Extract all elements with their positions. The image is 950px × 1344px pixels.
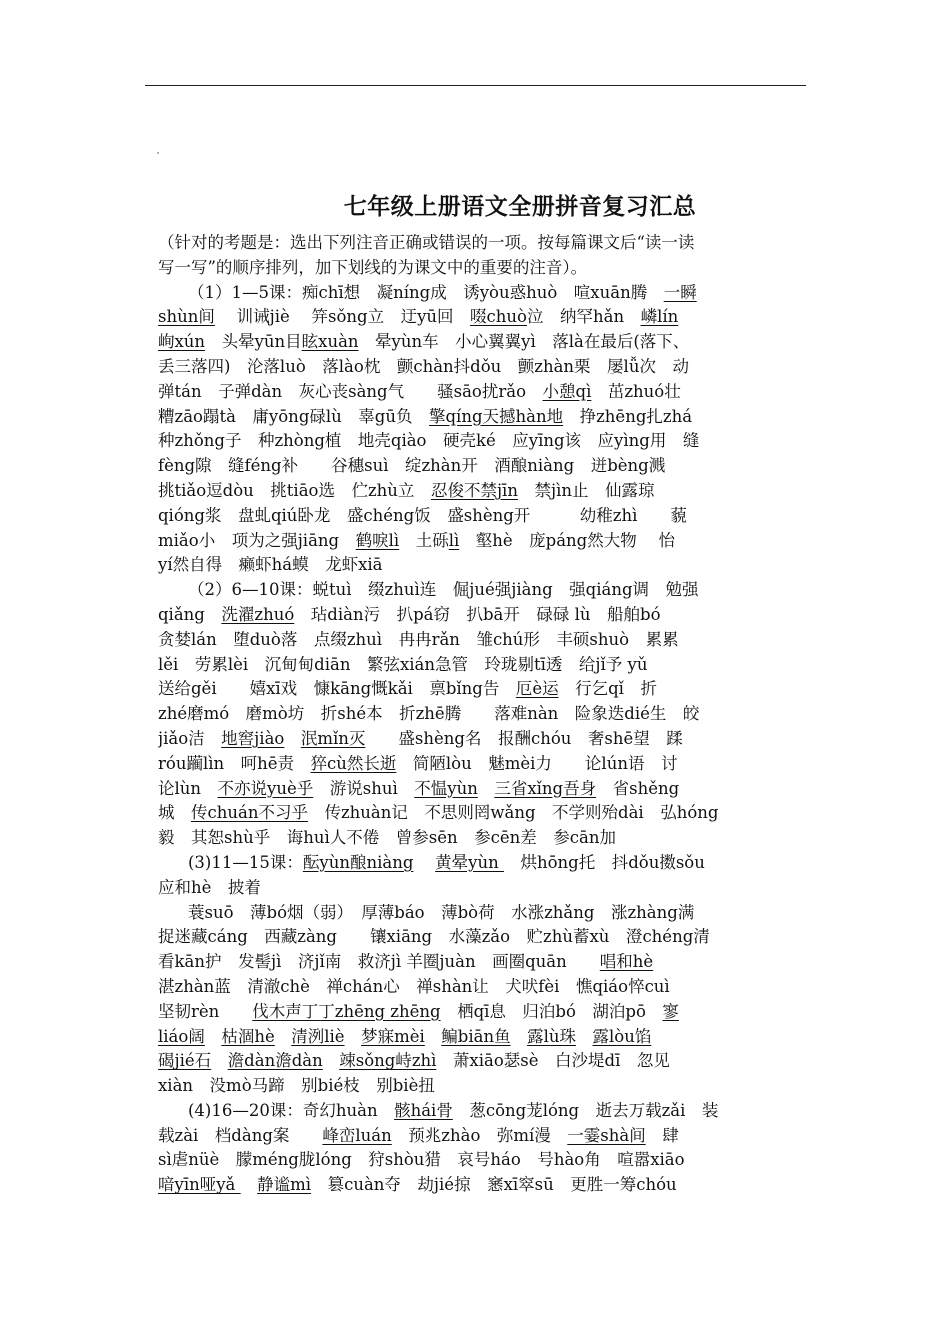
text-segment: 论lùn — [158, 778, 218, 798]
text-segment: róu躏lìn 呵hē责 — [158, 753, 311, 773]
text-segment: 晕yùn车 小心翼翼yì 落là在最后(落下、 — [358, 332, 690, 352]
text-segment: 贪婪lán 堕duò落 点缀zhuì 冉冉rǎn 雏chú形 丰硕shuò 累累 — [158, 629, 679, 649]
text-segment: 坚韧rèn — [158, 1001, 253, 1021]
underlined-term: 喑yīn哑yǎ — [158, 1175, 241, 1195]
underlined-term: 猝cù然长逝 — [310, 753, 397, 773]
text-segment — [511, 1027, 528, 1046]
underlined-term: 静谧mì — [257, 1175, 312, 1195]
underlined-term: 不亦说yuè乎 — [217, 778, 314, 798]
text-segment: 栖qī息 归泊bó 湖泊pō — [440, 1001, 663, 1021]
underlined-term: 不愠yùn — [414, 778, 478, 798]
underlined-term: 澹dàn澹dàn — [227, 1051, 323, 1071]
pinyin-line — [158, 603, 798, 628]
text-segment: 丢三落四) 沦落luò 落lào枕 颤chàn抖dǒu 颤zhàn栗 屡lǚ次 动 — [158, 356, 689, 376]
pinyin-line — [158, 777, 798, 802]
underlined-term: 唱和hè — [599, 952, 654, 972]
pinyin-line — [158, 504, 798, 529]
text-segment: 泣 纳罕hǎn — [526, 307, 641, 327]
pinyin-line — [158, 752, 798, 777]
text-segment — [413, 853, 435, 872]
underlined-term: 露lù珠 — [527, 1026, 576, 1046]
underlined-term: 碣jié石 — [158, 1051, 212, 1071]
pinyin-line — [158, 801, 798, 826]
text-segment: 传zhuàn记 不思则罔wǎng 不学则殆dài 弘hóng — [307, 803, 719, 823]
pinyin-line — [158, 1099, 798, 1124]
pinyin-line — [158, 1173, 798, 1198]
text-segment: 预兆zhào 弥mí漫 — [391, 1125, 568, 1145]
underlined-term: 小憩qì — [542, 381, 592, 401]
pinyin-line — [158, 1124, 798, 1149]
pinyin-line — [158, 553, 798, 578]
pinyin-line — [158, 529, 798, 554]
underlined-term: 忍俊不禁jīn — [430, 480, 518, 500]
pinyin-line — [158, 281, 798, 306]
pinyin-line — [158, 702, 798, 727]
underlined-term: 伐木声丁丁zhēng zhēng — [252, 1001, 441, 1021]
text-segment: （1）1—5课：痴chī想 凝níng成 诱yòu惑huò 喧xuān腾 — [188, 282, 664, 302]
underlined-term: 酝yùn酿niàng — [302, 852, 414, 872]
text-segment: jiǎo洁 — [158, 728, 222, 748]
pinyin-line — [158, 677, 798, 702]
underlined-term: 峋xún — [158, 332, 206, 352]
text-segment — [205, 1027, 222, 1046]
text-segment: 送给gěi 嬉xī戏 慷kāng慨kǎi 禀bǐng告 — [158, 679, 516, 699]
text-segment: xiàn 没mò马蹄 别bié枝 别biè扭 — [158, 1076, 435, 1096]
underlined-term: 三省xǐng吾身 — [494, 778, 597, 798]
pinyin-line — [158, 1074, 798, 1099]
text-segment — [284, 729, 301, 748]
pinyin-line — [158, 305, 798, 330]
text-segment: 捉迷藏cáng 西藏zàng 镶xiāng 水藻zǎo 贮zhù蓄xù 澄chéng清 — [158, 927, 710, 947]
page-mark — [157, 152, 159, 154]
text-segment: miǎo小 项为之强jiāng — [158, 530, 356, 550]
underlined-term: 嶙lín — [640, 307, 679, 327]
underlined-term: 梦寐mèi — [361, 1026, 425, 1046]
text-segment: (4)16—20课：奇幻huàn — [188, 1100, 395, 1120]
underlined-term: 传chuán不习乎 — [191, 803, 308, 823]
text-segment: 萧xiāo瑟sè 白沙堤dī 忽见 — [436, 1051, 670, 1071]
underlined-term: 枯涸hè — [221, 1026, 275, 1046]
pinyin-line — [158, 1049, 798, 1074]
underlined-term: liáo阔 — [158, 1026, 205, 1046]
text-segment: qióng浆 盘虬qiú卧龙 盛chéng饭 盛shèng开 幼稚zhì 藐 — [158, 505, 687, 525]
header-rule — [145, 85, 806, 86]
text-segment: yí然自得 癞虾há蟆 龙虾xiā — [158, 555, 383, 575]
text-segment: 土砾 — [399, 530, 449, 550]
underlined-term: 泯mǐn灭 — [300, 728, 366, 748]
text-segment — [478, 779, 495, 798]
text-segment: 肆 — [645, 1125, 679, 1145]
underlined-term: 寥 — [662, 1001, 679, 1021]
underlined-term: 眩xuàn — [301, 332, 359, 352]
pinyin-line — [158, 1000, 798, 1025]
text-segment: fèng隙 缝féng补 谷穗suì 绽zhàn开 酒酿niàng 迸bèng溅 — [158, 456, 666, 476]
underlined-term: 洗濯zhuó — [221, 604, 295, 624]
pinyin-line — [158, 1148, 798, 1173]
text-segment: 挣zhēng扎zhá — [563, 406, 693, 426]
text-segment: 盛shèng名 报酬chóu 奢shē望 蹂 — [365, 728, 683, 748]
pinyin-line — [158, 901, 798, 926]
text-segment — [211, 1051, 228, 1070]
text-segment: 头晕yūn目 — [205, 332, 302, 352]
text-segment: 训诫jiè 笄sǒng立 迂yū回 — [214, 307, 471, 327]
pinyin-line — [158, 851, 798, 876]
underlined-term: 地窖jiào — [221, 728, 285, 748]
pinyin-line — [158, 355, 798, 380]
pinyin-line — [158, 330, 798, 355]
pinyin-line — [158, 950, 798, 975]
pinyin-line — [158, 405, 798, 430]
text-segment: 种zhǒng子 种zhòng植 地壳qiào 硬壳ké 应yīng该 应yìng用 缝 — [158, 431, 700, 451]
pinyin-line — [158, 876, 798, 901]
underlined-term: 鹤唳lì — [355, 530, 400, 550]
underlined-term: 啜chuò — [470, 307, 527, 327]
text-segment: 篡cuàn夺 劫jié掠 窸xī窣sū 更胜一筹chóu — [311, 1175, 677, 1195]
text-segment: 禁jìn止 仙露琼 — [517, 480, 655, 500]
pinyin-line — [158, 826, 798, 851]
text-segment — [576, 1027, 593, 1046]
underlined-term: 竦sǒng峙zhì — [339, 1051, 437, 1071]
text-segment: 简陋lòu 魅mèi力 论lún语 讨 — [396, 753, 678, 773]
text-segment: (3)11—15课： — [188, 852, 303, 872]
pinyin-line — [158, 380, 798, 405]
underlined-term: 黄晕yùn — [435, 852, 504, 872]
text-segment: 壑hè 庞páng然大物 怡 — [459, 530, 675, 550]
text-segment: 行乞qǐ 折 — [558, 679, 657, 699]
text-segment: sì虐nüè 朦méng胧lóng 狩shòu猎 哀号háo 号hào角 喧嚣xiāo — [158, 1150, 685, 1170]
underlined-term: 露lòu馅 — [592, 1026, 652, 1046]
document-title: 七年级上册语文全册拼音复习汇总 — [343, 194, 697, 220]
text-segment — [275, 1027, 292, 1046]
text-segment — [425, 1027, 442, 1046]
underlined-term: 擎qíng天撼hàn地 — [428, 406, 564, 426]
text-segment: lěi 劳累lèi 沉甸甸diān 繁弦xián急管 玲珑剔tī透 给jǐ予 yǔ — [158, 654, 648, 674]
text-segment: 烘hōng托 抖dǒu擞sǒu — [503, 852, 705, 872]
text-segment: 弹tán 子弹dàn 灰心丧sàng气 骚sāo扰rǎo — [158, 381, 543, 401]
document-body — [158, 231, 798, 1198]
intro-line: （针对的考题是：选出下列注音正确或错误的一项。按每篇课文后“读一读 — [158, 233, 695, 252]
text-segment: 看kān护 发髻jì 济jǐ南 救济jì 羊圈juàn 画圈quān — [158, 952, 600, 972]
pinyin-line — [158, 578, 798, 603]
pinyin-line — [158, 479, 798, 504]
text-segment: 湛zhàn蓝 清澈chè 禅chán心 禅shàn让 犬吠fèi 憔qiáo悴cuì — [158, 976, 670, 996]
text-segment: 省shěng — [596, 778, 680, 798]
text-segment: 载zài 档dàng案 — [158, 1125, 323, 1145]
text-segment: 玷diàn污 扒pá窃 扒bā开 碌碌 lù 船舶bó — [294, 604, 661, 624]
pinyin-line — [158, 454, 798, 479]
underlined-term: lì — [448, 530, 460, 550]
text-segment: 糟zāo蹋tà 庸yōng碌lù 辜gū负 — [158, 406, 429, 426]
text-segment: 应和hè 披着 — [158, 877, 261, 897]
text-segment: 毅 其恕shù乎 诲huì人不倦 曾参sēn 参cēn差 参cān加 — [158, 828, 616, 848]
pinyin-line — [158, 653, 798, 678]
underlined-term: 一瞬 — [663, 282, 697, 302]
text-segment — [323, 1051, 340, 1070]
text-segment: zhé磨mó 磨mò坊 折shé本 折zhē腾 落难nàn 险象迭dié生 皎 — [158, 704, 700, 724]
text-segment — [345, 1027, 362, 1046]
underlined-term: 清洌liè — [291, 1026, 345, 1046]
pinyin-line — [158, 925, 798, 950]
underlined-term: 骸hái骨 — [394, 1100, 453, 1120]
text-segment: 葱cōng茏lóng 逝去万载zǎi 装 — [452, 1100, 719, 1120]
text-segment: 茁zhuó壮 — [591, 381, 681, 401]
pinyin-line — [158, 727, 798, 752]
underlined-term: 峰峦luán — [322, 1125, 392, 1145]
pinyin-line — [158, 429, 798, 454]
underlined-term: 厄è运 — [515, 679, 559, 699]
text-segment: 城 — [158, 803, 191, 823]
pinyin-line — [158, 975, 798, 1000]
text-segment: （2）6—10课：蜕tuì 缀zhuì连 倔jué强jiàng 强qiáng调 勉强 — [188, 580, 699, 600]
text-segment: 挑tiǎo逗dòu 挑tiāo选 伫zhù立 — [158, 480, 431, 500]
text-segment: 蓑suō 薄bó烟（弱） 厚薄báo 薄bò荷 水涨zhǎng 涨zhàng满 — [188, 902, 695, 922]
underlined-term: 鳊biān鱼 — [441, 1026, 511, 1046]
underlined-term: 一霎shà间 — [567, 1125, 646, 1145]
text-segment: 游说shuì — [313, 778, 415, 798]
text-segment: qiǎng — [158, 604, 222, 624]
intro-line: 写一写”的顺序排列，加下划线的为课文中的重要的注音）。 — [158, 257, 588, 277]
text-segment — [241, 1175, 258, 1194]
pinyin-line — [158, 628, 798, 653]
pinyin-line — [158, 1025, 798, 1050]
underlined-term: shùn间 — [158, 307, 215, 327]
